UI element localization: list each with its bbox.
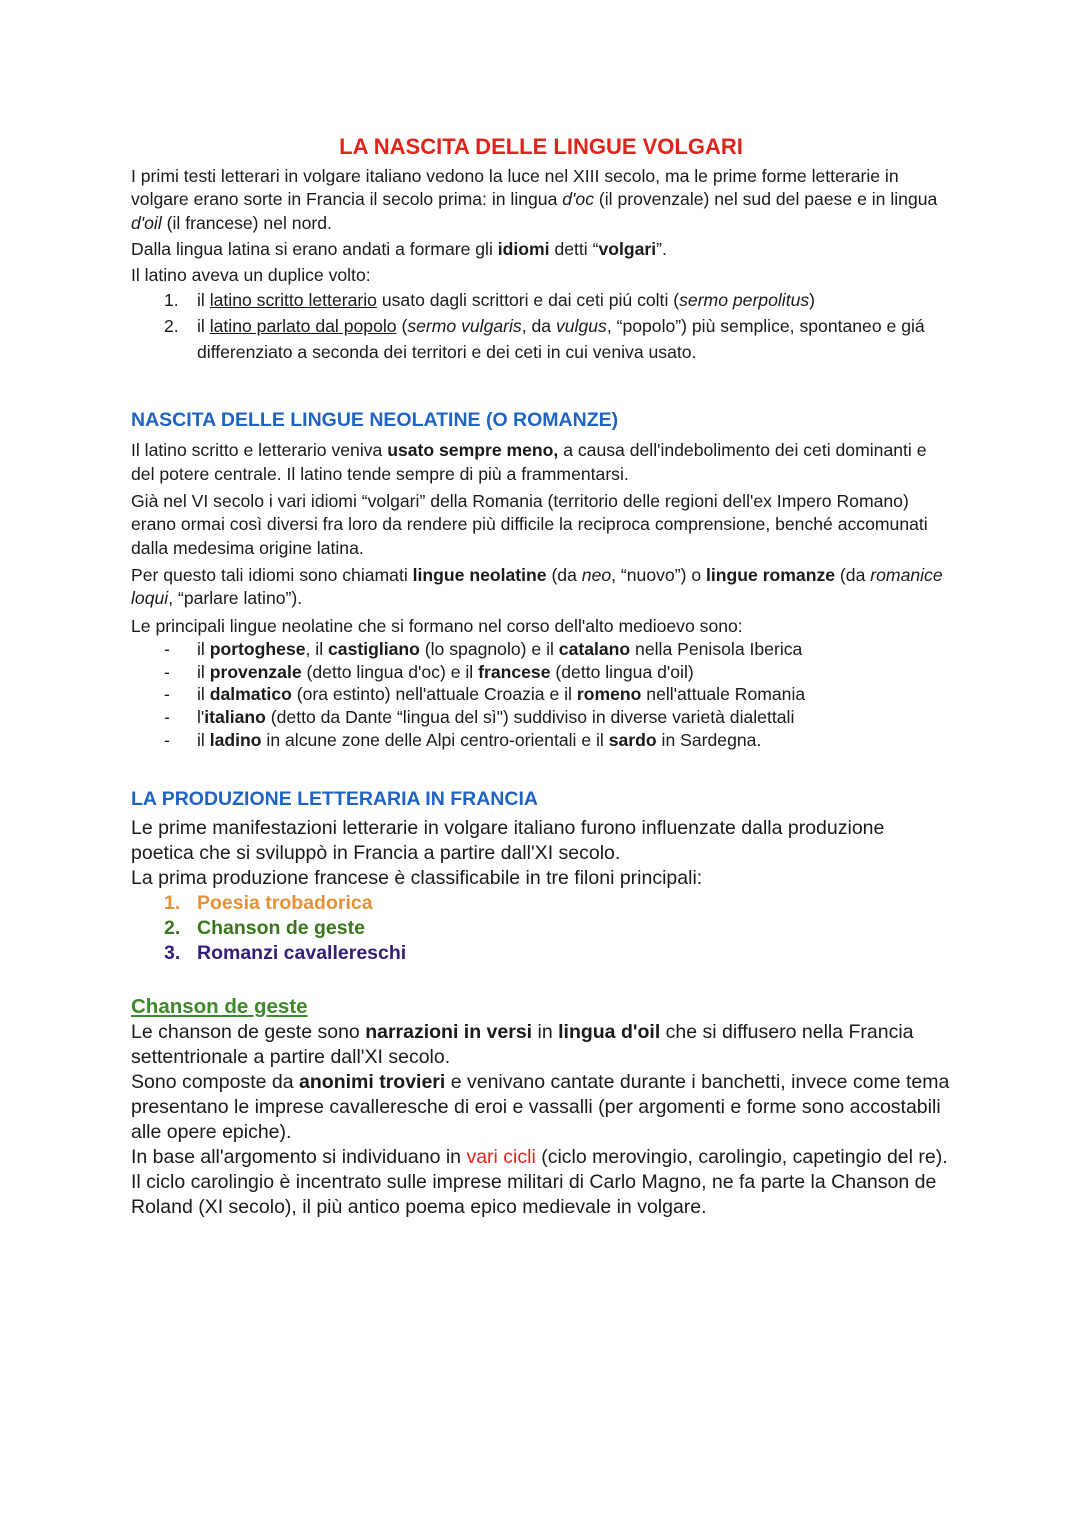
section-title-chanson: Chanson de geste — [131, 994, 308, 1018]
intro-paragraph-2: Dalla lingua latina si erano andati a formare gli idiomi detti “volgari”. — [131, 238, 667, 259]
neolatine-paragraph-1: Il latino scritto e letterario veniva usato sempre meno, a causa dell'indebolimento dei ceti dominanti e del potere centrale. Il latino tende sempre di più a frammentarsi. — [131, 440, 927, 484]
list-item: - il dalmatico (ora estinto) nell'attuale Croazia e il romeno nell'attuale Romania — [164, 684, 806, 705]
list-text: l'italiano (detto da Dante “lingua del sì") suddiviso in diverse varietà dialettali — [197, 707, 795, 728]
chanson-paragraph-3: In base all'argomento si individuano in vari cicli (ciclo merovingio, carolingio, capetingio del re). Il ciclo carolingio è incentrato sulle imprese militari di Carlo Magno, ne fa parte la Chanson de Roland (XI secolo), il più antico poema epico medievale in volgare. — [131, 1145, 948, 1218]
filone-romanzi-cavallereschi — [131, 941, 951, 966]
page-title: LA NASCITA DELLE LINGUE VOLGARI — [339, 134, 743, 159]
intro-section — [131, 165, 951, 365]
list-text: il dalmatico (ora estinto) nell'attuale Croazia e il romeno nell'attuale Romania — [197, 684, 806, 705]
list-number: 1. — [164, 290, 179, 311]
list-number: 2. — [164, 316, 179, 337]
filone-chanson-de-geste — [131, 916, 951, 941]
section-title-francia: LA PRODUZIONE LETTERARIA IN FRANCIA — [131, 787, 538, 810]
list-item: - il portoghese, il castigliano (lo spagnolo) e il catalano nella Penisola Iberica — [164, 638, 803, 659]
filone-label: Chanson de geste — [197, 916, 365, 939]
neolatine-paragraph-2: Già nel VI secolo i vari idiomi “volgari” della Romania (territorio delle regioni dell'ex Impero Romano) erano ormai così diversi fra loro da rendere più difficile la reciproca comprensione, benché accomunati dalla medesima origine latina. — [131, 491, 928, 558]
intro-paragraph-1: I primi testi letterari in volgare italiano vedono la luce nel XIII secolo, ma le prime forme letterarie in volgare erano sorte in Francia il secolo prima: in lingua d'oc (il provenzale) nel sud del paese e in lingua d'oil (il francese) nel nord. — [131, 166, 938, 233]
list-text: il latino scritto letterario usato dagli scrittori e dai ceti piú colti (sermo perpolitus) — [197, 290, 816, 311]
latino-list — [131, 287, 951, 365]
list-item: - il ladino in alcune zone delle Alpi centro-orientali e il sardo in Sardegna. — [164, 730, 762, 751]
list-text: il ladino in alcune zone delle Alpi centro-orientali e il sardo in Sardegna. — [197, 730, 762, 751]
filoni-list — [131, 891, 951, 966]
filone-label: Romanzi cavallereschi — [197, 941, 407, 964]
lingue-list — [131, 638, 951, 752]
neolatine-paragraph-4: Le principali lingue neolatine che si formano nel corso dell'alto medioevo sono: — [131, 615, 743, 636]
list-text: il provenzale (detto lingua d'oc) e il francese (detto lingua d'oil) — [197, 661, 694, 682]
chanson-section — [131, 994, 951, 1220]
section-title-neolatine: NASCITA DELLE LINGUE NEOLATINE (O ROMANZE) — [131, 409, 619, 432]
list-item — [131, 313, 951, 365]
intro-paragraph-3: Il latino aveva un duplice volto: — [131, 265, 371, 286]
chanson-paragraph-1: Le chanson de geste sono narrazioni in versi in lingua d'oil che si diffusero nella Francia settentrionale a partire dall'XI secolo. — [131, 1020, 914, 1068]
list-text: il portoghese, il castigliano (lo spagnolo) e il catalano nella Penisola Iberica — [197, 638, 803, 659]
document-page — [131, 133, 951, 1220]
list-text: il latino parlato dal popolo (sermo vulgaris, da vulgus, “popolo”) più semplice, spontaneo e giá differenziato a seconda dei territori e dei ceti in cui veniva usato. — [197, 316, 925, 363]
filone-label: Poesia trobadorica — [197, 891, 373, 914]
list-number: 2. — [164, 916, 181, 939]
filone-poesia-trobadorica — [131, 891, 951, 916]
chanson-paragraph-2: Sono composte da anonimi trovieri e venivano cantate durante i banchetti, invece come tema presentano le imprese cavalleresche di eroi e vassalli (per argomenti e forme sono accostabili alle opere epiche). — [131, 1070, 950, 1143]
list-item: - l'italiano (detto da Dante “lingua del sì") suddiviso in diverse varietà dialettali — [164, 707, 795, 728]
list-number: 3. — [164, 941, 181, 964]
neolatine-paragraph-3: Per questo tali idiomi sono chiamati lingue neolatine (da neo, “nuovo”) o lingue romanze (da romanice loqui, “parlare latino”). — [131, 564, 943, 609]
francia-section — [131, 786, 951, 966]
francia-paragraph-2: La prima produzione francese è classificabile in tre filoni principali: — [131, 866, 703, 889]
list-item: - il provenzale (detto lingua d'oc) e il francese (detto lingua d'oil) — [164, 661, 694, 682]
list-item — [131, 287, 951, 313]
list-number: 1. — [164, 891, 181, 914]
neolatine-section — [131, 407, 951, 751]
francia-paragraph-1: Le prime manifestazioni letterarie in volgare italiano furono influenzate dalla produzione poetica che si sviluppò in Francia a partire dall'XI secolo. — [131, 816, 885, 864]
